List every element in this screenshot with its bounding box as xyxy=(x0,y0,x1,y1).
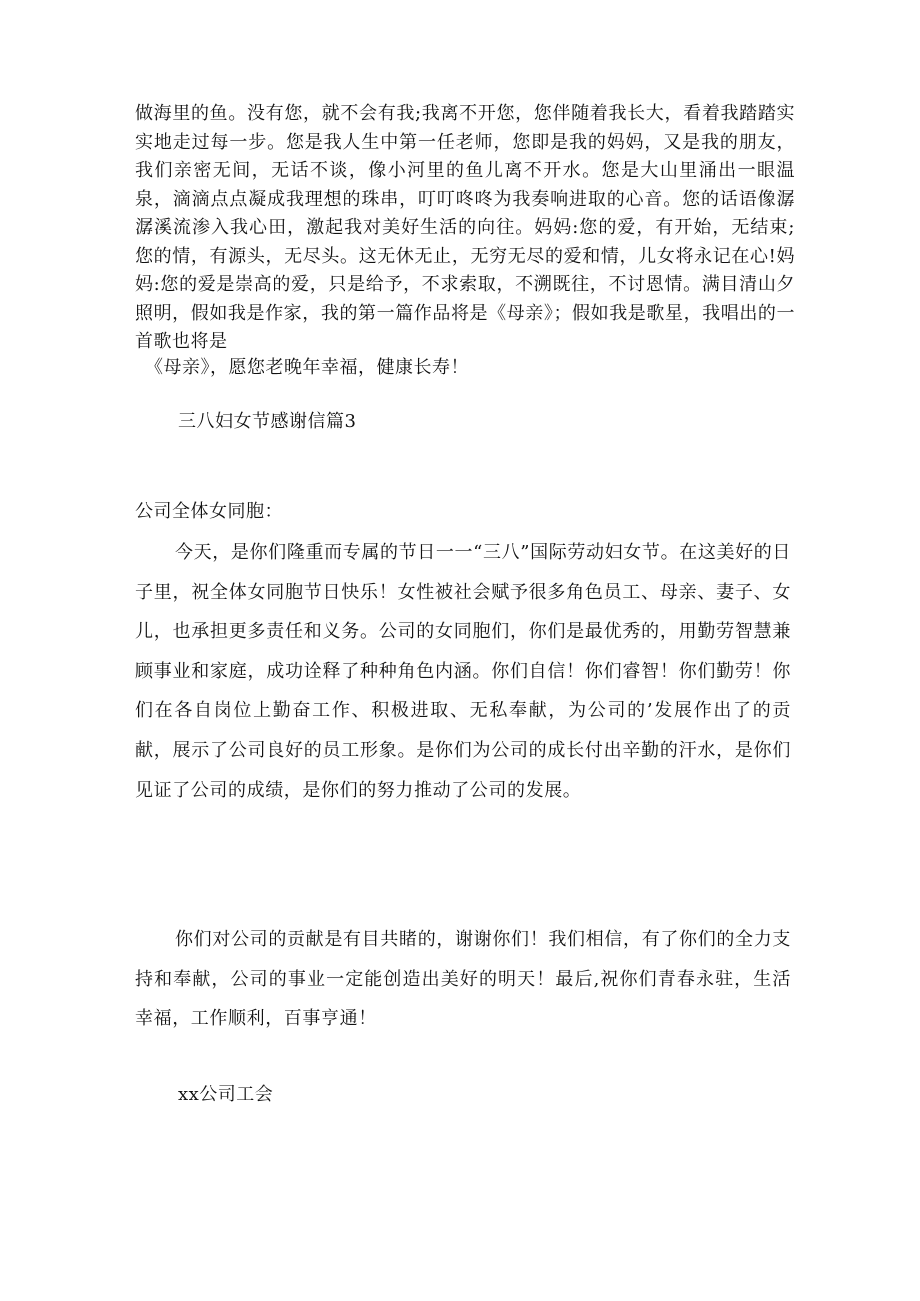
letter-salutation: 公司全体女同胞： xyxy=(135,501,283,522)
letter-paragraph-1: 今天，是你们隆重而专属的节日一一“三八”国际劳动妇女节。在这美好的日子里，祝全体女同胞节日快乐！女性被社会赋予很多角色员工、母亲、妻子、女儿，也承担更多责任和义务。公司的女同胞们，你们是最优秀的，用勤劳智慧兼顾事业和家庭，成功诠释了种种角色内涵。你们自信！你们睿智！你们勤劳！你们在各自岗位上勤奋工作、积极进取、无私奉献，为公司的’发展作出了的贡献，展示了公司良好的员工形象。是你们为公司的成长付出辛勤的汗水，是你们见证了公司的成绩，是你们的努力推动了公司的发展。 xyxy=(135,542,791,801)
letter-paragraph-2: 你们对公司的贡献是有目共睹的，谢谢你们！我们相信，有了你们的全力支持和奉献，公司的事业一定能创造出美好的明天！最后,祝你们青春永驻，生活幸福，工作顺利，百事亨通！ xyxy=(135,929,791,1030)
continuation-paragraph: 做海里的鱼。没有您，就不会有我;我离不开您，您伴随着我长大，看着我踏踏实实地走过每一步。您是我人生中第一任老师，您即是我的妈妈，又是我的朋友，我们亲密无间，无话不谈，像小河里的鱼儿离不开水。您是大山里涌出一眼温泉，滴滴点点凝成我理想的珠串，叮叮咚咚为我奏响进取的心音。您的话语像潺潺溪流渗入我心田，激起我对美好生活的向往。妈妈:您的爱，有开始，无结束;您的情，有源头，无尽头。这无休无止，无穷无尽的爱和情，儿女将永记在心!妈妈:您的爱是崇高的爱，只是给予，不求索取，不溯既往，不讨恩情。满目清山夕照明，假如我是作家，我的第一篇作品将是《母亲》；假如我是歌星，我唱出的一首歌也将是 xyxy=(135,103,795,352)
letter-signature: xx公司工会 xyxy=(178,1084,274,1105)
continuation-closing-line: 《母亲》，愿您老晚年幸福，健康长寿！ xyxy=(145,357,469,378)
letter-heading: 三八妇女节感谢信篇3 xyxy=(178,411,357,432)
